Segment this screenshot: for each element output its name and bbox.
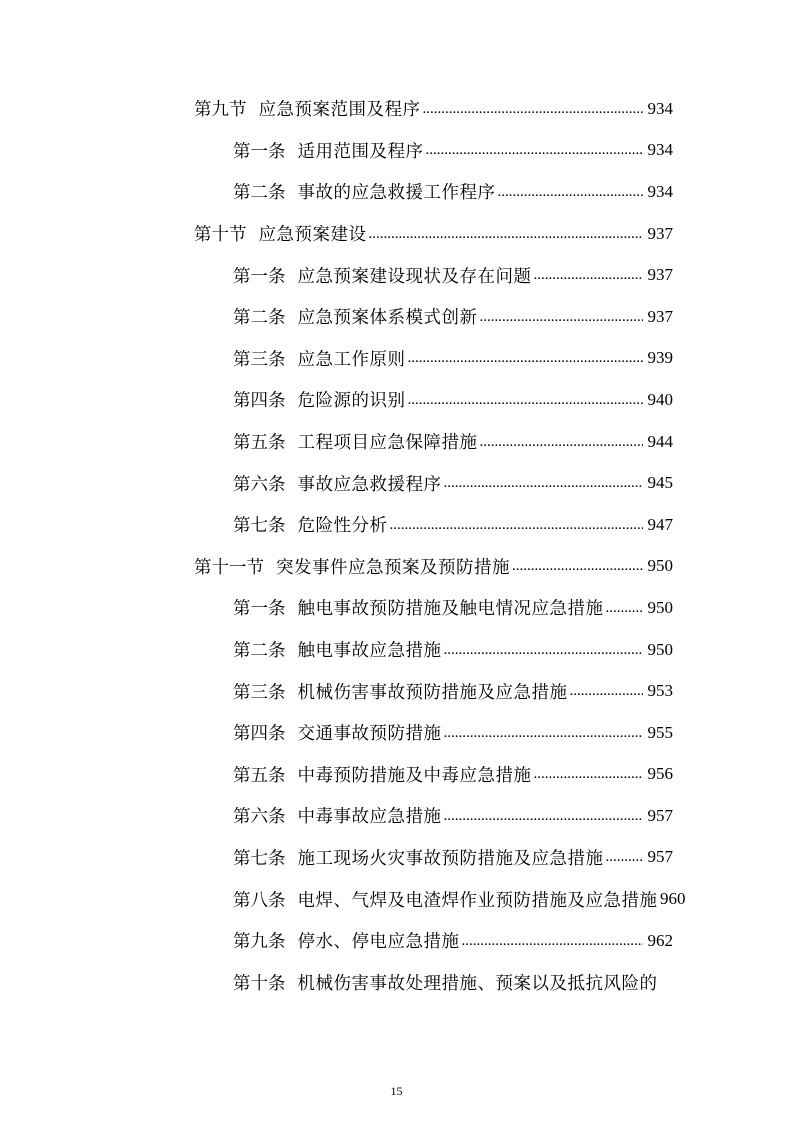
toc-leader-dots	[462, 931, 644, 951]
toc-entry[interactable]	[0, 754, 793, 796]
toc-entry[interactable]	[0, 712, 793, 754]
toc-entry-number: 第四条	[233, 724, 286, 745]
toc-leader-dots	[534, 764, 644, 784]
toc-entry-title: 危险性分析	[297, 516, 388, 537]
toc-entry[interactable]	[0, 629, 793, 671]
toc-entry-number: 第二条	[233, 308, 286, 329]
toc-entry-title: 适用范围及程序	[297, 141, 424, 162]
toc-entry-title: 应急预案建设现状及存在问题	[297, 266, 532, 287]
toc-entry-page: 956	[647, 764, 673, 784]
toc-entry-number: 第四条	[233, 391, 286, 412]
toc-entry[interactable]	[0, 795, 793, 837]
toc-entry[interactable]	[0, 587, 793, 629]
toc-leader-dots	[444, 806, 644, 826]
toc-entry[interactable]	[0, 961, 793, 1003]
toc-entry-title: 触电事故预防措施及触电情况应急措施	[297, 599, 604, 620]
toc-leader-dots	[426, 140, 644, 160]
toc-entry[interactable]	[0, 213, 793, 255]
toc-entry-page: 957	[647, 805, 673, 825]
toc-entry-page: 953	[647, 681, 673, 701]
toc-entry-title: 中毒事故应急措施	[297, 807, 442, 828]
toc-entry-number: 第十条	[233, 973, 286, 994]
toc-entry-title: 停水、停电应急措施	[297, 932, 460, 953]
toc-entry-page: 950	[647, 639, 673, 659]
toc-entry[interactable]	[0, 296, 793, 338]
toc-leader-dots	[444, 473, 644, 493]
toc-entry[interactable]	[0, 878, 793, 920]
toc-entry[interactable]	[0, 462, 793, 504]
toc-entry-number: 第五条	[233, 765, 286, 786]
toc-entry-number: 第七条	[233, 516, 286, 537]
toc-entry-title: 触电事故应急措施	[297, 641, 442, 662]
toc-entry[interactable]	[0, 546, 793, 588]
toc-entry-page: 957	[647, 847, 673, 867]
toc-entry-page: 934	[647, 140, 673, 160]
toc-entry-title: 危险源的识别	[297, 391, 406, 412]
toc-entry-title: 应急工作原则	[297, 349, 406, 370]
toc-entry-title: 机械伤害事故预防措施及应急措施	[297, 682, 568, 703]
toc-entry-number: 第一条	[233, 266, 286, 287]
toc-entry-number: 第七条	[233, 848, 286, 869]
toc-entry[interactable]	[0, 130, 793, 172]
toc-entry[interactable]	[0, 504, 793, 546]
toc-entry-page: 937	[647, 265, 673, 285]
toc-entry-title: 应急预案体系模式创新	[297, 308, 478, 329]
toc-leader-dots	[570, 681, 644, 701]
toc-leader-dots	[408, 390, 644, 410]
toc-leader-dots	[606, 598, 644, 618]
toc-entry-number: 第六条	[233, 474, 286, 495]
toc-leader-dots	[408, 348, 644, 368]
toc-entry-number: 第五条	[233, 433, 286, 454]
toc-entry-title: 工程项目应急保障措施	[297, 433, 478, 454]
toc-entry-number: 第三条	[233, 682, 286, 703]
toc-entry-number: 第一条	[233, 141, 286, 162]
toc-leader-dots	[534, 265, 644, 285]
toc-entry-number: 第三条	[233, 349, 286, 370]
toc-entry-number: 第二条	[233, 183, 286, 204]
toc-leader-dots	[480, 432, 644, 452]
toc-entry-title: 施工现场火灾事故预防措施及应急措施	[297, 848, 604, 869]
toc-entry-title: 交通事故预防措施	[297, 724, 442, 745]
page-number: 15	[390, 1084, 403, 1098]
toc-entry-number: 第九节	[194, 100, 247, 121]
toc-entry-page: 939	[647, 348, 673, 368]
toc-entry-title: 中毒预防措施及中毒应急措施	[297, 765, 532, 786]
toc-entry-page: 962	[647, 930, 673, 950]
toc-entry-title: 突发事件应急预案及预防措施	[276, 557, 510, 578]
toc-entry[interactable]	[0, 88, 793, 130]
toc-leader-dots	[444, 723, 644, 743]
toc-leader-dots	[423, 99, 644, 119]
toc-entry[interactable]	[0, 421, 793, 463]
toc-entry-title: 应急预案范围及程序	[258, 100, 421, 121]
toc-entry[interactable]	[0, 338, 793, 380]
toc-entry-number: 第一条	[233, 599, 286, 620]
toc-entry-number: 第九条	[233, 932, 286, 953]
toc-leader-dots	[444, 640, 644, 660]
toc-entry-page: 945	[647, 473, 673, 493]
toc-entry-page: 934	[647, 181, 673, 201]
toc-entry-title: 机械伤害事故处理措施、预案以及抵抗风险的	[297, 973, 658, 994]
toc-entry-page: 947	[647, 514, 673, 534]
toc-entry-page: 944	[647, 431, 673, 451]
toc-entry-page: 934	[647, 98, 673, 118]
toc-entry-page: 937	[647, 306, 673, 326]
toc-entry-title: 事故的应急救援工作程序	[297, 183, 496, 204]
toc-entry[interactable]	[0, 920, 793, 962]
toc-entry-title: 事故应急救援程序	[297, 474, 442, 495]
toc-entry-number: 第十节	[194, 225, 247, 246]
toc-entry-number: 第八条	[233, 890, 286, 911]
toc-entry[interactable]	[0, 837, 793, 879]
toc-entry-title: 应急预案建设	[258, 225, 367, 246]
table-of-contents	[0, 88, 793, 1003]
toc-entry-number: 第十一节	[194, 557, 264, 578]
toc-entry[interactable]	[0, 171, 793, 213]
toc-entry-page: 950	[647, 556, 673, 576]
toc-leader-dots	[512, 556, 643, 576]
toc-entry-page: 940	[647, 389, 673, 409]
toc-entry[interactable]	[0, 379, 793, 421]
toc-entry-title: 电焊、气焊及电渣焊作业预防措施及应急措施	[297, 890, 658, 911]
toc-entry-page: 950	[647, 597, 673, 617]
toc-entry-number: 第六条	[233, 807, 286, 828]
toc-leader-dots	[606, 847, 644, 867]
toc-entry[interactable]	[0, 670, 793, 712]
toc-entry[interactable]	[0, 254, 793, 296]
toc-leader-dots	[369, 224, 644, 244]
toc-entry-page: 955	[647, 722, 673, 742]
toc-entry-number: 第二条	[233, 641, 286, 662]
toc-leader-dots	[390, 515, 644, 535]
toc-entry-page: 960	[660, 889, 686, 909]
toc-entry-page: 937	[647, 223, 673, 243]
toc-leader-dots	[480, 307, 644, 327]
toc-leader-dots	[498, 182, 644, 202]
